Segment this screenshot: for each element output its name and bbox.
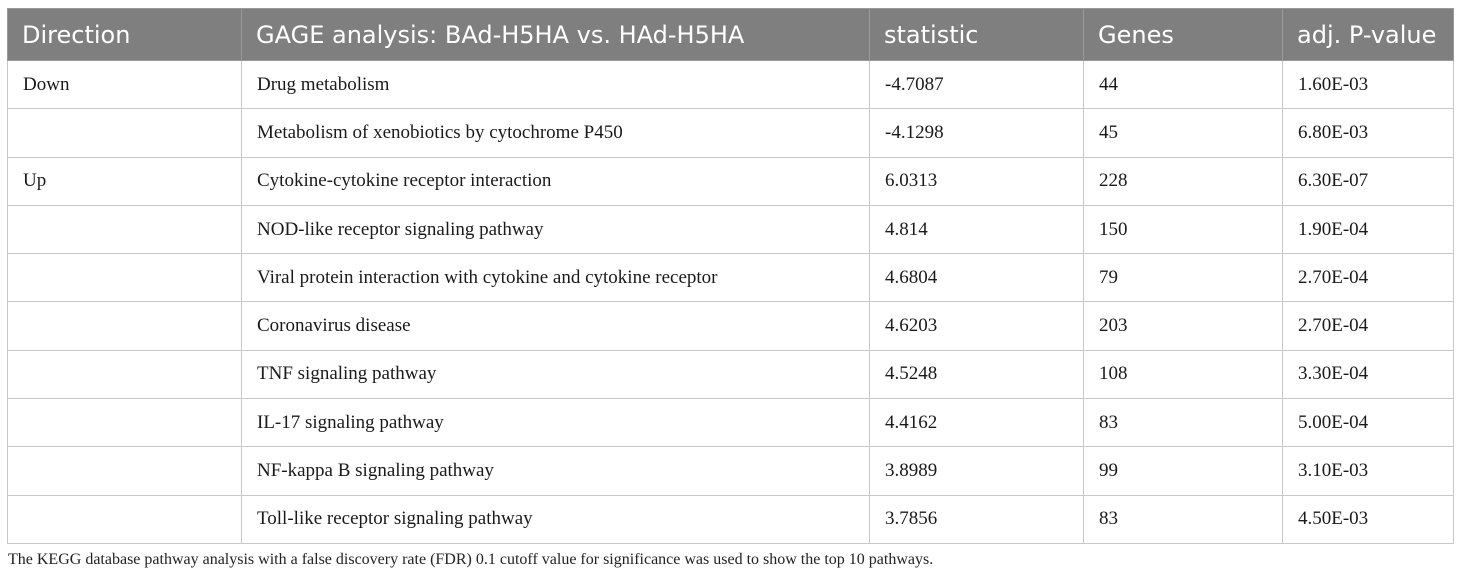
cell-adj-p-value: 3.10E-03 bbox=[1283, 447, 1454, 495]
cell-statistic: 4.5248 bbox=[870, 350, 1084, 398]
header-row bbox=[8, 9, 1454, 61]
cell-genes: 83 bbox=[1084, 495, 1283, 543]
cell-genes: 108 bbox=[1084, 350, 1283, 398]
cell-genes: 45 bbox=[1084, 109, 1283, 157]
cell-adj-p-value: 3.30E-04 bbox=[1283, 350, 1454, 398]
cell-statistic: 6.0313 bbox=[870, 157, 1084, 205]
cell-statistic: -4.1298 bbox=[870, 109, 1084, 157]
table-footnote: The KEGG database pathway analysis with a false discovery rate (FDR) 0.1 cutoff value for significance was used to show the top 10 pathways. bbox=[8, 551, 934, 568]
cell-adj-p-value: 6.30E-07 bbox=[1283, 157, 1454, 205]
cell-adj-p-value: 5.00E-04 bbox=[1283, 399, 1454, 447]
cell-adj-p-value: 1.60E-03 bbox=[1283, 61, 1454, 109]
cell-pathway: TNF signaling pathway bbox=[242, 350, 870, 398]
cell-direction: Down bbox=[8, 61, 242, 109]
cell-direction bbox=[8, 447, 242, 495]
cell-direction bbox=[8, 350, 242, 398]
header-pathway: GAGE analysis: BAd-H5HA vs. HAd-H5HA bbox=[242, 9, 870, 61]
cell-statistic: 3.7856 bbox=[870, 495, 1084, 543]
cell-statistic: 4.6203 bbox=[870, 302, 1084, 350]
cell-genes: 44 bbox=[1084, 61, 1283, 109]
cell-adj-p-value: 2.70E-04 bbox=[1283, 254, 1454, 302]
cell-adj-p-value: 4.50E-03 bbox=[1283, 495, 1454, 543]
table-row bbox=[8, 61, 1454, 109]
cell-pathway: Viral protein interaction with cytokine and cytokine receptor bbox=[242, 254, 870, 302]
table-row bbox=[8, 302, 1454, 350]
cell-genes: 203 bbox=[1084, 302, 1283, 350]
cell-pathway: NF-kappa B signaling pathway bbox=[242, 447, 870, 495]
cell-statistic: 4.6804 bbox=[870, 254, 1084, 302]
table-container bbox=[7, 8, 1453, 544]
cell-direction bbox=[8, 302, 242, 350]
cell-pathway: NOD-like receptor signaling pathway bbox=[242, 205, 870, 253]
cell-direction: Up bbox=[8, 157, 242, 205]
cell-statistic: 4.814 bbox=[870, 205, 1084, 253]
cell-direction bbox=[8, 205, 242, 253]
header-direction: Direction bbox=[8, 9, 242, 61]
cell-adj-p-value: 2.70E-04 bbox=[1283, 302, 1454, 350]
cell-statistic: 4.4162 bbox=[870, 399, 1084, 447]
table-row bbox=[8, 495, 1454, 543]
header-adj-p-value: adj. P-value bbox=[1283, 9, 1454, 61]
header-genes: Genes bbox=[1084, 9, 1283, 61]
table-row bbox=[8, 157, 1454, 205]
cell-pathway: Coronavirus disease bbox=[242, 302, 870, 350]
table-row bbox=[8, 399, 1454, 447]
table-row bbox=[8, 254, 1454, 302]
table-row bbox=[8, 109, 1454, 157]
cell-genes: 79 bbox=[1084, 254, 1283, 302]
cell-adj-p-value: 6.80E-03 bbox=[1283, 109, 1454, 157]
cell-statistic: 3.8989 bbox=[870, 447, 1084, 495]
cell-adj-p-value: 1.90E-04 bbox=[1283, 205, 1454, 253]
cell-pathway: IL-17 signaling pathway bbox=[242, 399, 870, 447]
cell-pathway: Cytokine-cytokine receptor interaction bbox=[242, 157, 870, 205]
cell-genes: 83 bbox=[1084, 399, 1283, 447]
cell-pathway: Drug metabolism bbox=[242, 61, 870, 109]
cell-genes: 228 bbox=[1084, 157, 1283, 205]
table-row bbox=[8, 350, 1454, 398]
header-statistic: statistic bbox=[870, 9, 1084, 61]
gage-results-table bbox=[7, 8, 1454, 544]
cell-genes: 150 bbox=[1084, 205, 1283, 253]
cell-direction bbox=[8, 109, 242, 157]
cell-direction bbox=[8, 495, 242, 543]
cell-pathway: Metabolism of xenobiotics by cytochrome P450 bbox=[242, 109, 870, 157]
cell-direction bbox=[8, 254, 242, 302]
table-body bbox=[8, 61, 1454, 544]
cell-statistic: -4.7087 bbox=[870, 61, 1084, 109]
table-row bbox=[8, 205, 1454, 253]
cell-genes: 99 bbox=[1084, 447, 1283, 495]
cell-pathway: Toll-like receptor signaling pathway bbox=[242, 495, 870, 543]
table-row bbox=[8, 447, 1454, 495]
cell-direction bbox=[8, 399, 242, 447]
